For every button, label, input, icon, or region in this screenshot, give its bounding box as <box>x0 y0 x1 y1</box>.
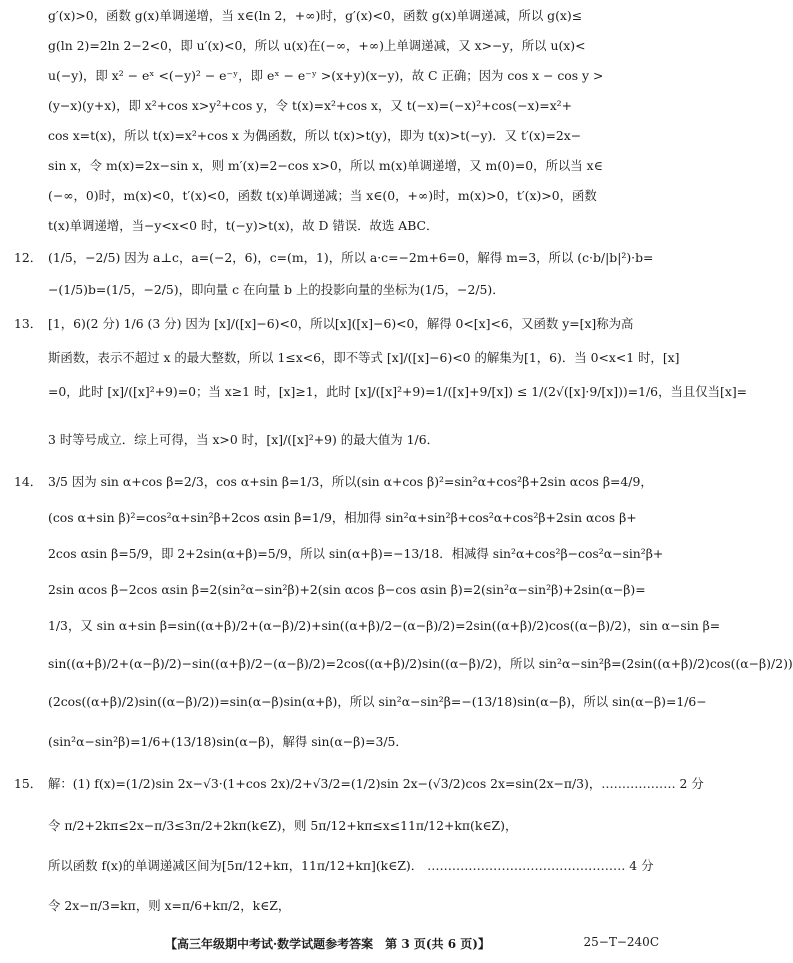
footer-code: 25−T−240C <box>583 935 659 949</box>
text-line: 所以函数 f(x)的单调递减区间为[5π/12+kπ，11π/12+kπ](k∈Z)． ………………………………………… 4 分 <box>48 858 654 873</box>
text-line: u(−y)，即 x² − eˣ <(−y)² − e⁻ʸ，即 eˣ − e⁻ʸ >(x+y)(x−y)，故 C 正确；因为 cos x − cos y > <box>48 68 604 83</box>
footer-title: 【高三年级期中考试·数学试题参考答案 第 3 页(共 6 页)】 <box>165 937 490 951</box>
text-line: g(ln 2)=2ln 2−2<0，即 u′(x)<0，所以 u(x)在(−∞，+∞)上单调递减，又 x>−y，所以 u(x)< <box>48 38 586 53</box>
text-line: (2cos((α+β)/2)sin((α−β)/2))=sin(α−β)sin(α+β)，所以 sin²α−sin²β=−(13/18)sin(α−β)，所以 sin(α−β)=1/6− <box>48 694 707 709</box>
text-line: 斯函数，表示不超过 x 的最大整数，所以 1≤x<6，即不等式 [x]/([x]−6)<0 的解集为[1，6)．当 0<x<1 时，[x] <box>48 350 680 365</box>
problem-number: 14． <box>14 474 43 489</box>
text-line: −(1/5)b=(1/5，−2/5)，即向量 c 在向量 b 上的投影向量的坐标为(1/5，−2/5)． <box>48 282 505 297</box>
problem-number: 12． <box>14 250 43 265</box>
text-line: 3 时等号成立．综上可得，当 x>0 时，[x]/([x]²+9) 的最大值为 1/6． <box>48 432 439 447</box>
text-line: [1，6)(2 分) 1/6 (3 分) 因为 [x]/([x]−6)<0，所以[x]([x]−6)<0，解得 0<[x]<6，又函数 y=[x]称为高 <box>48 316 634 331</box>
text-line: 解：(1) f(x)=(1/2)sin 2x−√3·(1+cos 2x)/2+√3/2=(1/2)sin 2x−(√3/2)cos 2x=sin(2x−π/3)，……………… 2 分 <box>48 776 704 791</box>
problem-number: 13． <box>14 316 43 331</box>
text-line: (y−x)(y+x)，即 x²+cos x>y²+cos y，令 t(x)=x²+cos x，又 t(−x)=(−x)²+cos(−x)=x²+ <box>48 98 573 113</box>
problem-number: 15． <box>14 776 43 791</box>
text-line: (1/5，−2/5) 因为 a⊥c，a=(−2，6)，c=(m，1)，所以 a·c=−2m+6=0，解得 m=3，所以 (c·b/|b|²)·b= <box>48 250 654 265</box>
text-line: g′(x)>0，函数 g(x)单调递增，当 x∈(ln 2，+∞)时，g′(x)<0，函数 g(x)单调递减，所以 g(x)≤ <box>48 8 583 23</box>
text-line: sin((α+β)/2+(α−β)/2)−sin((α+β)/2−(α−β)/2)=2cos((α+β)/2)sin((α−β)/2)，所以 sin²α−sin²β=(2sin((α+β)/2)cos((α−β)/2)) <box>48 656 793 671</box>
text-line: 2sin αcos β−2cos αsin β=2(sin²α−sin²β)+2(sin αcos β−cos αsin β)=2(sin²α−sin²β)+2sin(α−β)= <box>48 582 646 597</box>
text-line: 令 π/2+2kπ≤2x−π/3≤3π/2+2kπ(k∈Z)，则 5π/12+kπ≤x≤11π/12+kπ(k∈Z)， <box>48 818 518 833</box>
text-line: sin x，令 m(x)=2x−sin x，则 m′(x)=2−cos x>0，所以 m(x)单调递增，又 m(0)=0，所以当 x∈ <box>48 158 603 173</box>
text-line: 令 2x−π/3=kπ，则 x=π/6+kπ/2，k∈Z， <box>48 898 291 913</box>
text-line: (−∞，0)时，m(x)<0，t′(x)<0，函数 t(x)单调递减；当 x∈(0，+∞)时，m(x)>0，t′(x)>0，函数 <box>48 188 597 203</box>
text-line: t(x)单调递增，当−y<x<0 时，t(−y)>t(x)，故 D 错误．故选 ABC． <box>48 218 439 233</box>
text-line: (cos α+sin β)²=cos²α+sin²β+2cos αsin β=1/9，相加得 sin²α+sin²β+cos²α+cos²β+2sin αcos β+ <box>48 510 637 525</box>
text-line: cos x=t(x)，所以 t(x)=x²+cos x 为偶函数，所以 t(x)>t(y)，即为 t(x)>t(−y)．又 t′(x)=2x− <box>48 128 582 143</box>
text-line: 2cos αsin β=5/9，即 2+2sin(α+β)=5/9，所以 sin(α+β)=−13/18．相减得 sin²α+cos²β−cos²α−sin²β+ <box>48 546 664 561</box>
text-line: 1/3，又 sin α+sin β=sin((α+β)/2+(α−β)/2)+sin((α+β)/2−(α−β)/2)=2sin((α+β)/2)cos((α−β)/2)，sin α−sin β= <box>48 618 721 633</box>
text-line: 3/5 因为 sin α+cos β=2/3，cos α+sin β=1/3，所以(sin α+cos β)²=sin²α+cos²β+2sin αcos β=4/9， <box>48 474 653 489</box>
text-line: (sin²α−sin²β)=1/6+(13/18)sin(α−β)，解得 sin(α−β)=3/5． <box>48 734 408 749</box>
text-line: =0，此时 [x]/([x]²+9)=0；当 x≥1 时，[x]≥1，此时 [x]/([x]²+9)=1/([x]+9/[x]) ≤ 1/(2√([x]·9/[x]))=1/6，当且仅当[x]= <box>48 384 748 399</box>
